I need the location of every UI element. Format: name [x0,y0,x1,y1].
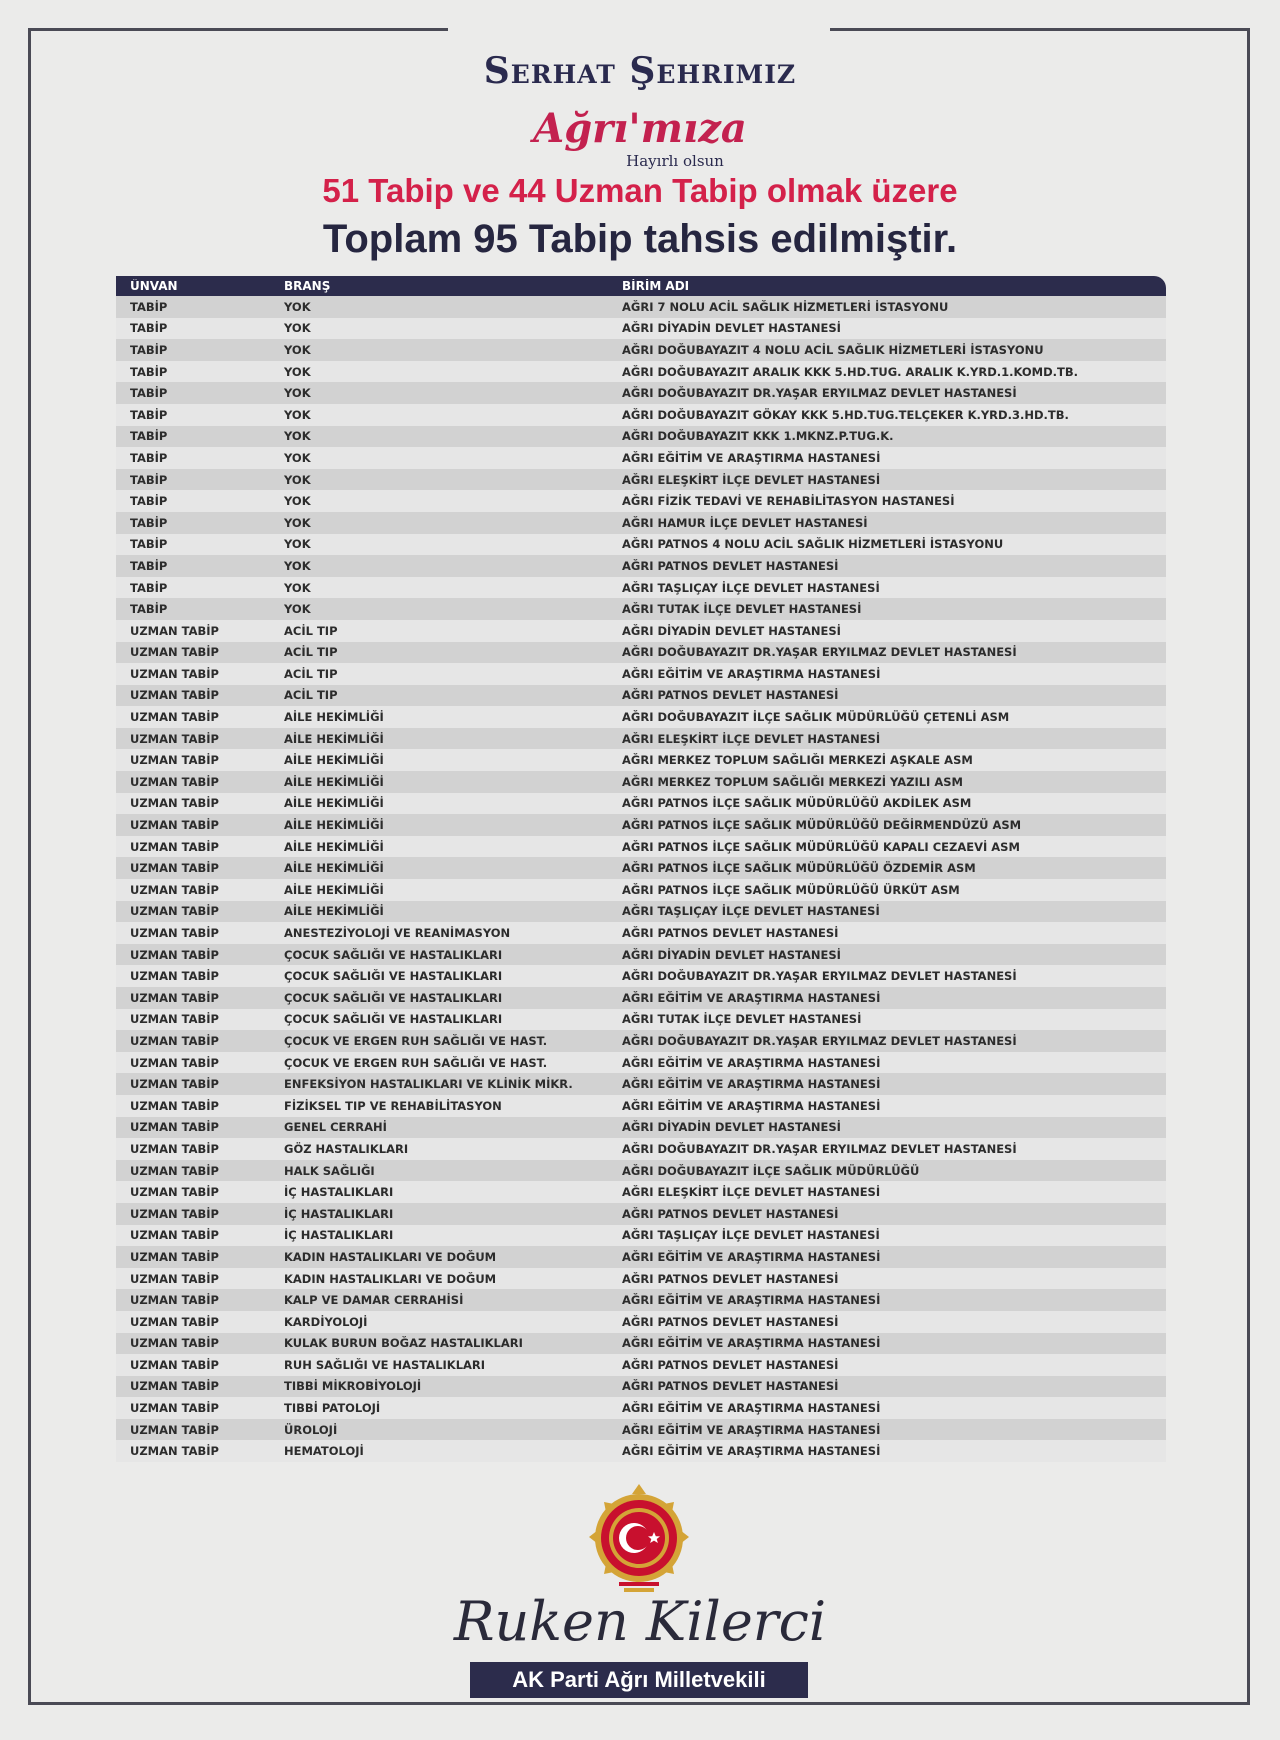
table-header [116,276,1166,296]
table-row [116,706,1166,728]
cell-branch: TIBBİ MİKROBİYOLOJİ [284,1379,422,1394]
cell-title: UZMAN TABİP [130,1055,219,1070]
table-row [116,1203,1166,1225]
cell-unit: AĞRI PATNOS DEVLET HASTANESİ [622,926,839,941]
table-row [116,382,1166,404]
table-row [116,1311,1166,1333]
table-row [116,1117,1166,1139]
column-header-title: ÜNVAN [130,279,178,293]
table-row [116,1397,1166,1419]
cell-unit: AĞRI EĞİTİM VE ARAŞTIRMA HASTANESİ [622,1401,881,1416]
table-row [116,1268,1166,1290]
cell-unit: AĞRI PATNOS İLÇE SAĞLIK MÜDÜRLÜĞÜ DEĞİRMENDÜZÜ ASM [622,818,1022,833]
cell-branch: KADIN HASTALIKLARI VE DOĞUM [284,1271,497,1286]
table-body [116,296,1166,1462]
table-row [116,1160,1166,1182]
cell-unit: AĞRI DOĞUBAYAZIT ARALIK KKK 5.HD.TUG. ARALIK K.YRD.1.KOMD.TB. [622,364,1078,379]
cell-title: UZMAN TABİP [130,1422,219,1437]
table-row [116,339,1166,361]
cell-unit: AĞRI DOĞUBAYAZIT 4 NOLU ACİL SAĞLIK HİZMETLERİ İSTASYONU [622,342,1044,357]
header-line-3: Hayırlı olsun [626,152,724,170]
cell-branch: HALK SAĞLIĞI [284,1163,375,1178]
table-row [116,1095,1166,1117]
cell-unit: AĞRI PATNOS DEVLET HASTANESİ [622,1314,839,1329]
cell-title: UZMAN TABİP [130,774,219,789]
cell-title: TABİP [130,429,168,444]
table-row [116,814,1166,836]
cell-branch: ÜROLOJİ [284,1422,338,1437]
table-row [116,296,1166,318]
cell-branch: YOK [284,515,311,530]
cell-branch: İÇ HASTALIKLARI [284,1228,394,1243]
cell-unit: AĞRI EĞİTİM VE ARAŞTIRMA HASTANESİ [622,1249,881,1264]
cell-title: TABİP [130,342,168,357]
table-row [116,1289,1166,1311]
table-row [116,1440,1166,1462]
cell-title: TABİP [130,580,168,595]
cell-title: TABİP [130,364,168,379]
table-row [116,469,1166,491]
cell-title: TABİP [130,515,168,530]
table-row [116,598,1166,620]
cell-unit: AĞRI DOĞUBAYAZIT DR.YAŞAR ERYILMAZ DEVLET HASTANESİ [622,969,1017,984]
cell-unit: AĞRI MERKEZ TOPLUM SAĞLIĞI MERKEZİ AŞKALE ASM [622,753,973,768]
cell-title: UZMAN TABİP [130,947,219,962]
cell-title: UZMAN TABİP [130,666,219,681]
table-row [116,1181,1166,1203]
table-row [116,771,1166,793]
cell-title: UZMAN TABİP [130,710,219,725]
cell-branch: İÇ HASTALIKLARI [284,1185,394,1200]
cell-title: UZMAN TABİP [130,861,219,876]
footer-title-bar: AK Parti Ağrı Milletvekili [470,1662,808,1698]
cell-branch: YOK [284,364,311,379]
cell-branch: YOK [284,407,311,422]
cell-branch: AİLE HEKİMLİĞİ [284,710,384,725]
cell-branch: ÇOCUK SAĞLIĞI VE HASTALIKLARI [284,990,503,1005]
cell-unit: AĞRI DOĞUBAYAZIT DR.YAŞAR ERYILMAZ DEVLET HASTANESİ [622,1033,1017,1048]
cell-unit: AĞRI DİYADİN DEVLET HASTANESİ [622,947,841,962]
cell-branch: AİLE HEKİMLİĞİ [284,861,384,876]
cell-unit: AĞRI DOĞUBAYAZIT İLÇE SAĞLIK MÜDÜRLÜĞÜ ÇETENLİ ASM [622,710,1010,725]
signature: Ruken Kilerci [453,1590,827,1653]
cell-title: TABİP [130,558,168,573]
cell-title: UZMAN TABİP [130,1249,219,1264]
cell-title: UZMAN TABİP [130,1444,219,1459]
cell-title: UZMAN TABİP [130,1357,219,1372]
cell-unit: AĞRI ELEŞKİRT İLÇE DEVLET HASTANESİ [622,472,881,487]
cell-branch: YOK [284,342,311,357]
cell-unit: AĞRI DİYADİN DEVLET HASTANESİ [622,321,841,336]
cell-unit: AĞRI TAŞLIÇAY İLÇE DEVLET HASTANESİ [622,904,880,919]
header-line-5: Toplam 95 Tabip tahsis edilmiştir. [322,217,958,261]
cell-branch: ÇOCUK SAĞLIĞI VE HASTALIKLARI [284,947,503,962]
cell-branch: FİZİKSEL TIP VE REHABİLİTASYON [284,1098,502,1113]
cell-branch: ÇOCUK VE ERGEN RUH SAĞLIĞI VE HAST. [284,1033,548,1048]
cell-unit: AĞRI DOĞUBAYAZIT DR.YAŞAR ERYILMAZ DEVLET HASTANESİ [622,386,1017,401]
cell-title: UZMAN TABİP [130,1098,219,1113]
cell-title: UZMAN TABİP [130,731,219,746]
cell-title: TABİP [130,537,168,552]
cell-title: TABİP [130,386,168,401]
cell-unit: AĞRI 7 NOLU ACİL SAĞLIK HİZMETLERİ İSTASYONU [622,299,949,314]
table-row [116,534,1166,556]
cell-title: UZMAN TABİP [130,882,219,897]
table-row [116,685,1166,707]
frame-top-right [830,28,1250,31]
cell-unit: AĞRI DOĞUBAYAZIT GÖKAY KKK 5.HD.TUG.TELÇEKER K.YRD.3.HD.TB. [622,407,1069,422]
cell-unit: AĞRI PATNOS DEVLET HASTANESİ [622,1357,839,1372]
table-row [116,944,1166,966]
cell-unit: AĞRI DOĞUBAYAZIT DR.YAŞAR ERYILMAZ DEVLET HASTANESİ [622,1141,1017,1156]
cell-title: UZMAN TABİP [130,1401,219,1416]
cell-unit: AĞRI ELEŞKİRT İLÇE DEVLET HASTANESİ [622,1185,881,1200]
cell-branch: AİLE HEKİMLİĞİ [284,882,384,897]
table-row [116,728,1166,750]
cell-branch: KULAK BURUN BOĞAZ HASTALIKLARI [284,1336,523,1351]
cell-title: UZMAN TABİP [130,753,219,768]
cell-branch: YOK [284,537,311,552]
cell-branch: YOK [284,602,311,617]
cell-branch: YOK [284,429,311,444]
table-row [116,749,1166,771]
table-row [116,1333,1166,1355]
table-row [116,663,1166,685]
cell-title: UZMAN TABİP [130,1228,219,1243]
cell-unit: AĞRI EĞİTİM VE ARAŞTIRMA HASTANESİ [622,1336,881,1351]
cell-unit: AĞRI PATNOS İLÇE SAĞLIK MÜDÜRLÜĞÜ KAPALI CEZAEVİ ASM [622,839,1020,854]
cell-branch: ÇOCUK SAĞLIĞI VE HASTALIKLARI [284,969,503,984]
cell-branch: ACİL TIP [284,645,338,660]
cell-branch: AİLE HEKİMLİĞİ [284,774,384,789]
table-row [116,1030,1166,1052]
cell-branch: KADIN HASTALIKLARI VE DOĞUM [284,1249,497,1264]
header-line-2: Ağrı'mıza [533,105,747,152]
cell-title: UZMAN TABİP [130,796,219,811]
table-row [116,404,1166,426]
cell-title: UZMAN TABİP [130,1033,219,1048]
cell-unit: AĞRI EĞİTİM VE ARAŞTIRMA HASTANESİ [622,1293,881,1308]
cell-title: UZMAN TABİP [130,818,219,833]
cell-unit: AĞRI DİYADİN DEVLET HASTANESİ [622,1120,841,1135]
table-row [116,1052,1166,1074]
cell-branch: ENFEKSİYON HASTALIKLARI VE KLİNİK MİKR. [284,1077,573,1092]
cell-title: UZMAN TABİP [130,969,219,984]
table-row [116,642,1166,664]
cell-branch: YOK [284,321,311,336]
cell-title: UZMAN TABİP [130,1379,219,1394]
cell-unit: AĞRI EĞİTİM VE ARAŞTIRMA HASTANESİ [622,1444,881,1459]
table-row [116,793,1166,815]
frame-top-left [28,28,448,31]
table-row [116,922,1166,944]
cell-title: UZMAN TABİP [130,1163,219,1178]
cell-title: TABİP [130,450,168,465]
cell-branch: ANESTEZİYOLOJİ VE REANİMASYON [284,926,511,941]
cell-branch: TIBBİ PATOLOJİ [284,1401,381,1416]
cell-branch: AİLE HEKİMLİĞİ [284,904,384,919]
cell-unit: AĞRI PATNOS DEVLET HASTANESİ [622,558,839,573]
cell-branch: GENEL CERRAHİ [284,1120,387,1135]
cell-unit: AĞRI EĞİTİM VE ARAŞTIRMA HASTANESİ [622,450,881,465]
cell-branch: AİLE HEKİMLİĞİ [284,753,384,768]
cell-title: UZMAN TABİP [130,688,219,703]
table-row [116,836,1166,858]
cell-unit: AĞRI TUTAK İLÇE DEVLET HASTANESİ [622,602,862,617]
cell-title: UZMAN TABİP [130,1120,219,1135]
cell-unit: AĞRI DOĞUBAYAZIT DR.YAŞAR ERYILMAZ DEVLET HASTANESİ [622,645,1017,660]
physician-table [116,276,1166,1462]
cell-unit: AĞRI PATNOS İLÇE SAĞLIK MÜDÜRLÜĞÜ AKDİLEK ASM [622,796,972,811]
tbmm-emblem-icon [584,1482,694,1602]
table-row [116,1376,1166,1398]
cell-title: TABİP [130,299,168,314]
table-row [116,490,1166,512]
cell-branch: AİLE HEKİMLİĞİ [284,839,384,854]
table-row [116,318,1166,340]
cell-branch: KARDİYOLOJİ [284,1314,368,1329]
cell-title: UZMAN TABİP [130,1185,219,1200]
cell-title: UZMAN TABİP [130,1336,219,1351]
cell-unit: AĞRI EĞİTİM VE ARAŞTIRMA HASTANESİ [622,1422,881,1437]
cell-branch: AİLE HEKİMLİĞİ [284,731,384,746]
cell-unit: AĞRI PATNOS DEVLET HASTANESİ [622,1271,839,1286]
cell-unit: AĞRI PATNOS İLÇE SAĞLIK MÜDÜRLÜĞÜ ÜRKÜT ASM [622,882,960,897]
cell-unit: AĞRI TAŞLIÇAY İLÇE DEVLET HASTANESİ [622,580,880,595]
cell-title: UZMAN TABİP [130,1271,219,1286]
cell-title: UZMAN TABİP [130,1314,219,1329]
cell-branch: YOK [284,494,311,509]
cell-title: TABİP [130,407,168,422]
cell-title: UZMAN TABİP [130,1206,219,1221]
header-line-4: 51 Tabip ve 44 Uzman Tabip olmak üzere [322,172,958,209]
cell-branch: YOK [284,558,311,573]
table-row [116,965,1166,987]
cell-branch: ÇOCUK VE ERGEN RUH SAĞLIĞI VE HAST. [284,1055,548,1070]
cell-unit: AĞRI PATNOS DEVLET HASTANESİ [622,1379,839,1394]
cell-unit: AĞRI DOĞUBAYAZIT İLÇE SAĞLIK MÜDÜRLÜĞÜ [622,1163,920,1178]
cell-title: TABİP [130,472,168,487]
cell-unit: AĞRI HAMUR İLÇE DEVLET HASTANESİ [622,515,868,530]
cell-unit: AĞRI ELEŞKİRT İLÇE DEVLET HASTANESİ [622,731,881,746]
cell-unit: AĞRI EĞİTİM VE ARAŞTIRMA HASTANESİ [622,666,881,681]
cell-unit: AĞRI FİZİK TEDAVİ VE REHABİLİTASYON HASTANESİ [622,494,955,509]
cell-branch: KALP VE DAMAR CERRAHİSİ [284,1293,464,1308]
cell-branch: HEMATOLOJİ [284,1444,364,1459]
table-row [116,577,1166,599]
cell-branch: YOK [284,472,311,487]
cell-branch: ACİL TIP [284,666,338,681]
cell-branch: GÖZ HASTALIKLARI [284,1141,409,1156]
cell-unit: AĞRI EĞİTİM VE ARAŞTIRMA HASTANESİ [622,1098,881,1113]
table-row [116,1419,1166,1441]
table-row [116,987,1166,1009]
cell-branch: YOK [284,299,311,314]
table-row [116,361,1166,383]
cell-unit: AĞRI PATNOS DEVLET HASTANESİ [622,1206,839,1221]
table-row [116,512,1166,534]
table-row [116,1246,1166,1268]
cell-branch: YOK [284,450,311,465]
cell-branch: AİLE HEKİMLİĞİ [284,818,384,833]
cell-title: UZMAN TABİP [130,645,219,660]
cell-branch: ÇOCUK SAĞLIĞI VE HASTALIKLARI [284,1012,503,1027]
table-row [116,555,1166,577]
column-header-branch: BRANŞ [284,279,331,293]
table-row [116,1073,1166,1095]
cell-branch: YOK [284,386,311,401]
cell-unit: AĞRI TUTAK İLÇE DEVLET HASTANESİ [622,1012,862,1027]
cell-title: UZMAN TABİP [130,1141,219,1156]
cell-unit: AĞRI DİYADİN DEVLET HASTANESİ [622,623,841,638]
cell-title: UZMAN TABİP [130,1293,219,1308]
cell-branch: RUH SAĞLIĞI VE HASTALIKLARI [284,1357,486,1372]
table-row [116,879,1166,901]
cell-unit: AĞRI PATNOS İLÇE SAĞLIK MÜDÜRLÜĞÜ ÖZDEMİR ASM [622,861,976,876]
cell-unit: AĞRI DOĞUBAYAZIT KKK 1.MKNZ.P.TUG.K. [622,429,894,444]
cell-branch: ACİL TIP [284,623,338,638]
table-row [116,1009,1166,1031]
cell-unit: AĞRI TAŞLIÇAY İLÇE DEVLET HASTANESİ [622,1228,880,1243]
cell-branch: İÇ HASTALIKLARI [284,1206,394,1221]
cell-unit: AĞRI EĞİTİM VE ARAŞTIRMA HASTANESİ [622,1055,881,1070]
cell-title: TABİP [130,602,168,617]
table-row [116,1354,1166,1376]
cell-title: TABİP [130,494,168,509]
cell-title: UZMAN TABİP [130,839,219,854]
table-row [116,447,1166,469]
table-row [116,1138,1166,1160]
table-row [116,901,1166,923]
table-row [116,620,1166,642]
cell-branch: YOK [284,580,311,595]
table-row [116,426,1166,448]
cell-title: UZMAN TABİP [130,623,219,638]
cell-branch: AİLE HEKİMLİĞİ [284,796,384,811]
cell-title: TABİP [130,321,168,336]
cell-branch: ACİL TIP [284,688,338,703]
cell-unit: AĞRI EĞİTİM VE ARAŞTIRMA HASTANESİ [622,990,881,1005]
table-row [116,1225,1166,1247]
cell-unit: AĞRI PATNOS DEVLET HASTANESİ [622,688,839,703]
cell-title: UZMAN TABİP [130,1012,219,1027]
cell-unit: AĞRI MERKEZ TOPLUM SAĞLIĞI MERKEZİ YAZILI ASM [622,774,963,789]
cell-title: UZMAN TABİP [130,904,219,919]
cell-title: UZMAN TABİP [130,990,219,1005]
cell-title: UZMAN TABİP [130,1077,219,1092]
table-row [116,857,1166,879]
cell-unit: AĞRI PATNOS 4 NOLU ACİL SAĞLIK HİZMETLERİ İSTASYONU [622,537,1004,552]
cell-unit: AĞRI EĞİTİM VE ARAŞTIRMA HASTANESİ [622,1077,881,1092]
header-line-1: Serhat Şehrimiz [483,50,797,92]
cell-title: UZMAN TABİP [130,926,219,941]
column-header-unit: BİRİM ADI [622,279,690,293]
